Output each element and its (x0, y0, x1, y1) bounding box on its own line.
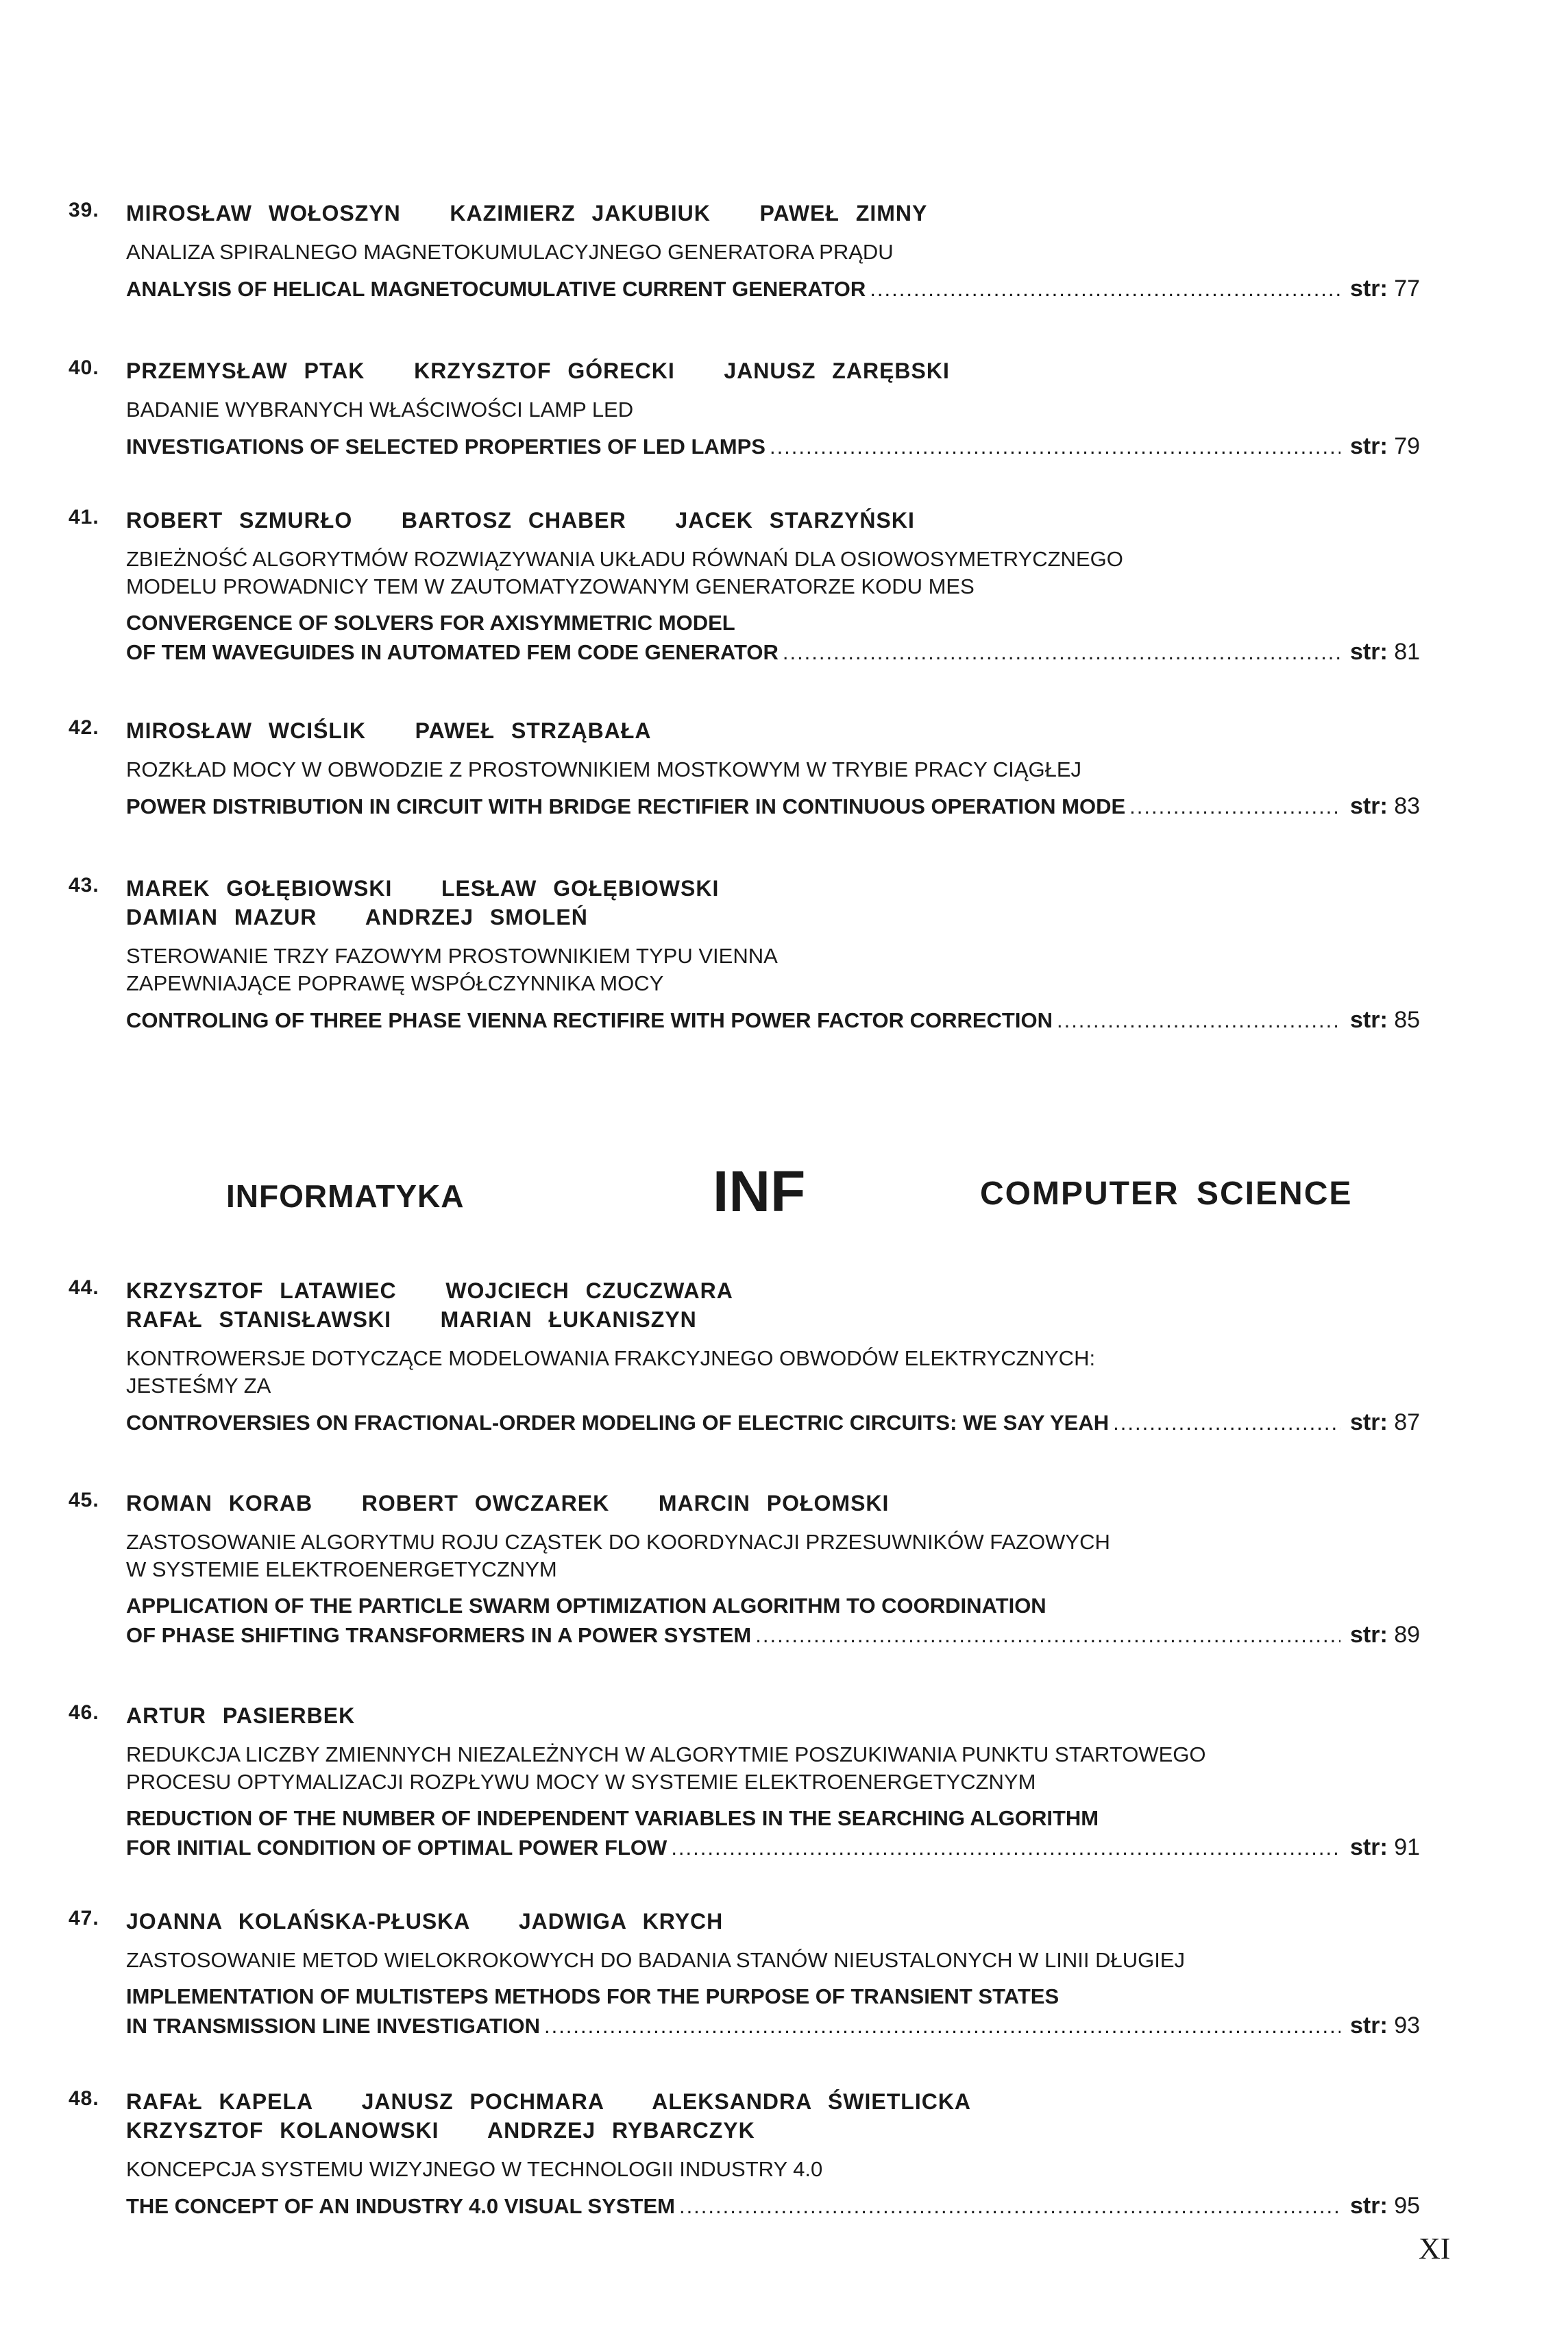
entry-body (126, 356, 1439, 461)
entry-title-en-text: OF TEM WAVEGUIDES IN AUTOMATED FEM CODE GENERATOR (126, 640, 779, 664)
entry-title-pl (126, 1741, 1439, 1796)
entry-number: 46. (69, 1701, 99, 1724)
entry-title-pl-line: ZAPEWNIAJĄCE POPRAWĘ WSPÓŁCZYNNIKA MOCY (126, 971, 664, 995)
entry-title-en-last-line (126, 1833, 1439, 1862)
page-reference-label: str: (1350, 2193, 1388, 2219)
toc-entry (69, 716, 1439, 821)
entry-body (126, 1907, 1439, 2041)
section-title-pl: INFORMATYKA (226, 1178, 465, 1214)
section-code: INF (713, 1159, 806, 1224)
entry-title-en-text: ANALYSIS OF HELICAL MAGNETOCUMULATIVE CURRENT GENERATOR (126, 277, 866, 301)
entry-body (126, 1701, 1439, 1862)
entry-authors: ARTUR PASIERBEK (126, 1703, 356, 1728)
entry-title-pl (126, 239, 1439, 266)
entry-authors: MIROSŁAW WOŁOSZYN KAZIMIERZ JAKUBIUK PAWEŁ ZIMNY (126, 201, 928, 226)
entry-title-en-text: FOR INITIAL CONDITION OF OPTIMAL POWER FLOW (126, 1836, 667, 1860)
dot-leader (1129, 792, 1340, 821)
entry-number: 44. (69, 1276, 99, 1299)
entry-body (126, 199, 1439, 304)
entry-title-pl (126, 756, 1439, 783)
entry-title-pl (126, 1529, 1439, 1583)
page-number: 89 (1394, 1622, 1421, 1648)
toc-entry (69, 356, 1439, 461)
page-reference (1350, 274, 1439, 303)
entry-title-pl-line: REDUKCJA LICZBY ZMIENNYCH NIEZALEŻNYCH W ALGORYTMIE POSZUKIWANIA PUNKTU STARTOWEGO (126, 1742, 1206, 1766)
entry-number: 39. (69, 199, 99, 221)
entry-title-pl-line: KONTROWERSJE DOTYCZĄCE MODELOWANIA FRAKCYJNEGO OBWODÓW ELEKTRYCZNYCH: (126, 1346, 1096, 1370)
entry-title-pl (126, 396, 1439, 424)
entry-number: 40. (69, 356, 99, 379)
entry-title-en (126, 1804, 1439, 1862)
toc-entry (69, 2087, 1439, 2221)
page-number: 81 (1394, 639, 1421, 665)
entry-title-en (126, 1006, 1439, 1035)
entry-title-en-text: IN TRANSMISSION LINE INVESTIGATION (126, 2014, 540, 2038)
entry-number: 42. (69, 716, 99, 739)
entry-title-en (126, 1592, 1439, 1650)
toc-entry (69, 1489, 1439, 1650)
page-reference (1350, 2191, 1439, 2220)
entry-number: 47. (69, 1907, 99, 1930)
entry-body (126, 716, 1439, 821)
page-reference-label: str: (1350, 1409, 1388, 1435)
entry-title-pl-line: STEROWANIE TRZY FAZOWYM PROSTOWNIKIEM TYPU VIENNA (126, 944, 778, 968)
page-number: 95 (1394, 2193, 1421, 2219)
entry-title-en-text: POWER DISTRIBUTION IN CIRCUIT WITH BRIDGE RECTIFIER IN CONTINUOUS OPERATION MODE (126, 794, 1126, 818)
page-reference (1350, 792, 1439, 820)
entry-title-en (126, 1982, 1439, 2041)
entry-number: 45. (69, 1489, 99, 1511)
entry-number: 48. (69, 2087, 99, 2110)
page-reference-label: str: (1350, 1007, 1388, 1033)
entry-title-en (126, 274, 1439, 304)
entry-title-en-text: THE CONCEPT OF AN INDUSTRY 4.0 VISUAL SYSTEM (126, 2194, 675, 2218)
toc-entry (69, 1276, 1439, 1437)
entry-title-en-text: CONTROLING OF THREE PHASE VIENNA RECTIFIRE WITH POWER FACTOR CORRECTION (126, 1008, 1053, 1032)
entry-number: 41. (69, 506, 99, 528)
entry-authors-line2: RAFAŁ STANISŁAWSKI MARIAN ŁUKANISZYN (126, 1307, 697, 1332)
entry-title-en (126, 432, 1439, 461)
entry-title-en (126, 2191, 1439, 2221)
page-number: 77 (1394, 276, 1421, 302)
entry-body (126, 1489, 1439, 1650)
entry-authors: ROBERT SZMURŁO BARTOSZ CHABER JACEK STARZYŃSKI (126, 508, 915, 533)
entry-title-pl-line: MODELU PROWADNICY TEM W ZAUTOMATYZOWANYM GENERATORZE KODU MES (126, 574, 975, 598)
page-number: 91 (1394, 1834, 1421, 1860)
dot-leader (544, 2012, 1340, 2041)
entry-title-en-last-line (126, 792, 1439, 821)
entry-title-pl-line: JESTEŚMY ZA (126, 1374, 271, 1398)
entry-body (126, 1276, 1439, 1437)
entry-title-en-last-line (126, 637, 1439, 667)
entry-title-en-last-line (126, 274, 1439, 304)
entry-authors: MIROSŁAW WCIŚLIK PAWEŁ STRZĄBAŁA (126, 718, 652, 743)
entry-title-en-line: REDUCTION OF THE NUMBER OF INDEPENDENT VARIABLES IN THE SEARCHING ALGORITHM (126, 1806, 1099, 1830)
entry-title-en-text: INVESTIGATIONS OF SELECTED PROPERTIES OF LED LAMPS (126, 435, 765, 459)
entry-title-en-line: CONVERGENCE OF SOLVERS FOR AXISYMMETRIC MODEL (126, 611, 735, 635)
page-number: 79 (1394, 433, 1421, 459)
toc-entry (69, 874, 1439, 1035)
page-reference (1350, 1620, 1439, 1649)
toc-entry (69, 1701, 1439, 1862)
entry-authors-line2: KRZYSZTOF KOLANOWSKI ANDRZEJ RYBARCZYK (126, 2118, 755, 2143)
entry-title-en-last-line (126, 432, 1439, 461)
entry-body (126, 506, 1439, 667)
entry-title-pl-line: BADANIE WYBRANYCH WŁAŚCIWOŚCI LAMP LED (126, 398, 634, 422)
entry-body (126, 874, 1439, 1035)
page-number: 85 (1394, 1007, 1421, 1033)
entry-title-pl-line: ZASTOSOWANIE METOD WIELOKROKOWYCH DO BADANIA STANÓW NIEUSTALONYCH W LINII DŁUGIEJ (126, 1948, 1186, 1972)
entry-authors: KRZYSZTOF LATAWIEC WOJCIECH CZUCZWARA (126, 1278, 733, 1303)
page-reference-label: str: (1350, 1622, 1388, 1648)
toc-entry (69, 199, 1439, 304)
entry-authors: ROMAN KORAB ROBERT OWCZAREK MARCIN POŁOMSKI (126, 1491, 890, 1516)
entry-title-en-last-line (126, 1408, 1439, 1437)
entry-title-pl-line: ZASTOSOWANIE ALGORYTMU ROJU CZĄSTEK DO KOORDYNACJI PRZESUWNIKÓW FAZOWYCH (126, 1530, 1110, 1554)
entry-title-pl-line: W SYSTEMIE ELEKTROENERGETYCZNYM (126, 1557, 557, 1581)
page-reference-label: str: (1350, 2012, 1388, 2038)
dot-leader (783, 638, 1340, 667)
page-reference (1350, 1408, 1439, 1437)
page-reference (1350, 432, 1439, 461)
entry-title-en-last-line (126, 2011, 1439, 2041)
entry-number: 43. (69, 874, 99, 897)
dot-leader (1113, 1409, 1340, 1437)
page-reference-label: str: (1350, 793, 1388, 819)
entry-title-en-last-line (126, 1006, 1439, 1035)
entry-title-en-text: OF PHASE SHIFTING TRANSFORMERS IN A POWER SYSTEM (126, 1623, 752, 1647)
section-title-en: COMPUTER SCIENCE (980, 1176, 1353, 1212)
entry-authors-line2: DAMIAN MAZUR ANDRZEJ SMOLEŃ (126, 905, 588, 929)
dot-leader (755, 1621, 1340, 1650)
entry-title-pl-line: PROCESU OPTYMALIZACJI ROZPŁYWU MOCY W SYSTEMIE ELEKTROENERGETYCZNYM (126, 1770, 1036, 1794)
toc-entry (69, 506, 1439, 667)
entry-title-en-line: APPLICATION OF THE PARTICLE SWARM OPTIMIZATION ALGORITHM TO COORDINATION (126, 1594, 1046, 1618)
section-header (0, 1158, 1568, 1227)
page-number: 83 (1394, 793, 1421, 819)
entry-title-pl (126, 1345, 1439, 1400)
entry-title-en (126, 1408, 1439, 1437)
entry-title-pl-line: ROZKŁAD MOCY W OBWODZIE Z PROSTOWNIKIEM MOSTKOWYM W TRYBIE PRACY CIĄGŁEJ (126, 757, 1082, 781)
entry-title-pl-line: ZBIEŻNOŚĆ ALGORYTMÓW ROZWIĄZYWANIA UKŁADU RÓWNAŃ DLA OSIOWOSYMETRYCZNEGO (126, 547, 1123, 571)
page-reference (1350, 1006, 1439, 1034)
dot-leader (679, 2192, 1340, 2221)
entry-authors: JOANNA KOLAŃSKA-PŁUSKA JADWIGA KRYCH (126, 1909, 724, 1934)
page-folio: XI (1419, 2232, 1451, 2265)
entry-title-pl (126, 2156, 1439, 2183)
page-number: 87 (1394, 1409, 1421, 1435)
entry-authors: PRZEMYSŁAW PTAK KRZYSZTOF GÓRECKI JANUSZ ZARĘBSKI (126, 358, 950, 383)
dot-leader (1057, 1006, 1340, 1035)
page-reference-label: str: (1350, 1834, 1388, 1860)
entry-title-en-text: CONTROVERSIES ON FRACTIONAL-ORDER MODELING OF ELECTRIC CIRCUITS: WE SAY YEAH (126, 1411, 1110, 1435)
entry-title-pl (126, 1947, 1439, 1974)
page-reference-label: str: (1350, 433, 1388, 459)
dot-leader (770, 433, 1340, 461)
page-reference (1350, 637, 1439, 666)
dot-leader (870, 275, 1340, 304)
entry-title-en-last-line (126, 1620, 1439, 1650)
entry-authors: MAREK GOŁĘBIOWSKI LESŁAW GOŁĘBIOWSKI (126, 876, 720, 901)
page-reference (1350, 1833, 1439, 1862)
entry-title-pl (126, 942, 1439, 997)
entry-title-pl-line: ANALIZA SPIRALNEGO MAGNETOKUMULACYJNEGO GENERATORA PRĄDU (126, 240, 894, 264)
entry-title-en (126, 792, 1439, 821)
page-reference (1350, 2011, 1439, 2040)
page-number: 93 (1394, 2012, 1421, 2038)
entry-title-pl-line: KONCEPCJA SYSTEMU WIZYJNEGO W TECHNOLOGII INDUSTRY 4.0 (126, 2157, 823, 2181)
page-reference-label: str: (1350, 639, 1388, 665)
entry-title-en-last-line (126, 2191, 1439, 2221)
entry-title-pl (126, 546, 1439, 600)
entry-body (126, 2087, 1439, 2221)
page-reference-label: str: (1350, 276, 1388, 302)
entry-authors: RAFAŁ KAPELA JANUSZ POCHMARA ALEKSANDRA ŚWIETLICKA (126, 2089, 972, 2114)
toc-entry (69, 1907, 1439, 2041)
entry-title-en (126, 609, 1439, 667)
dot-leader (671, 1834, 1340, 1862)
entry-title-en-line: IMPLEMENTATION OF MULTISTEPS METHODS FOR THE PURPOSE OF TRANSIENT STATES (126, 1984, 1059, 2008)
